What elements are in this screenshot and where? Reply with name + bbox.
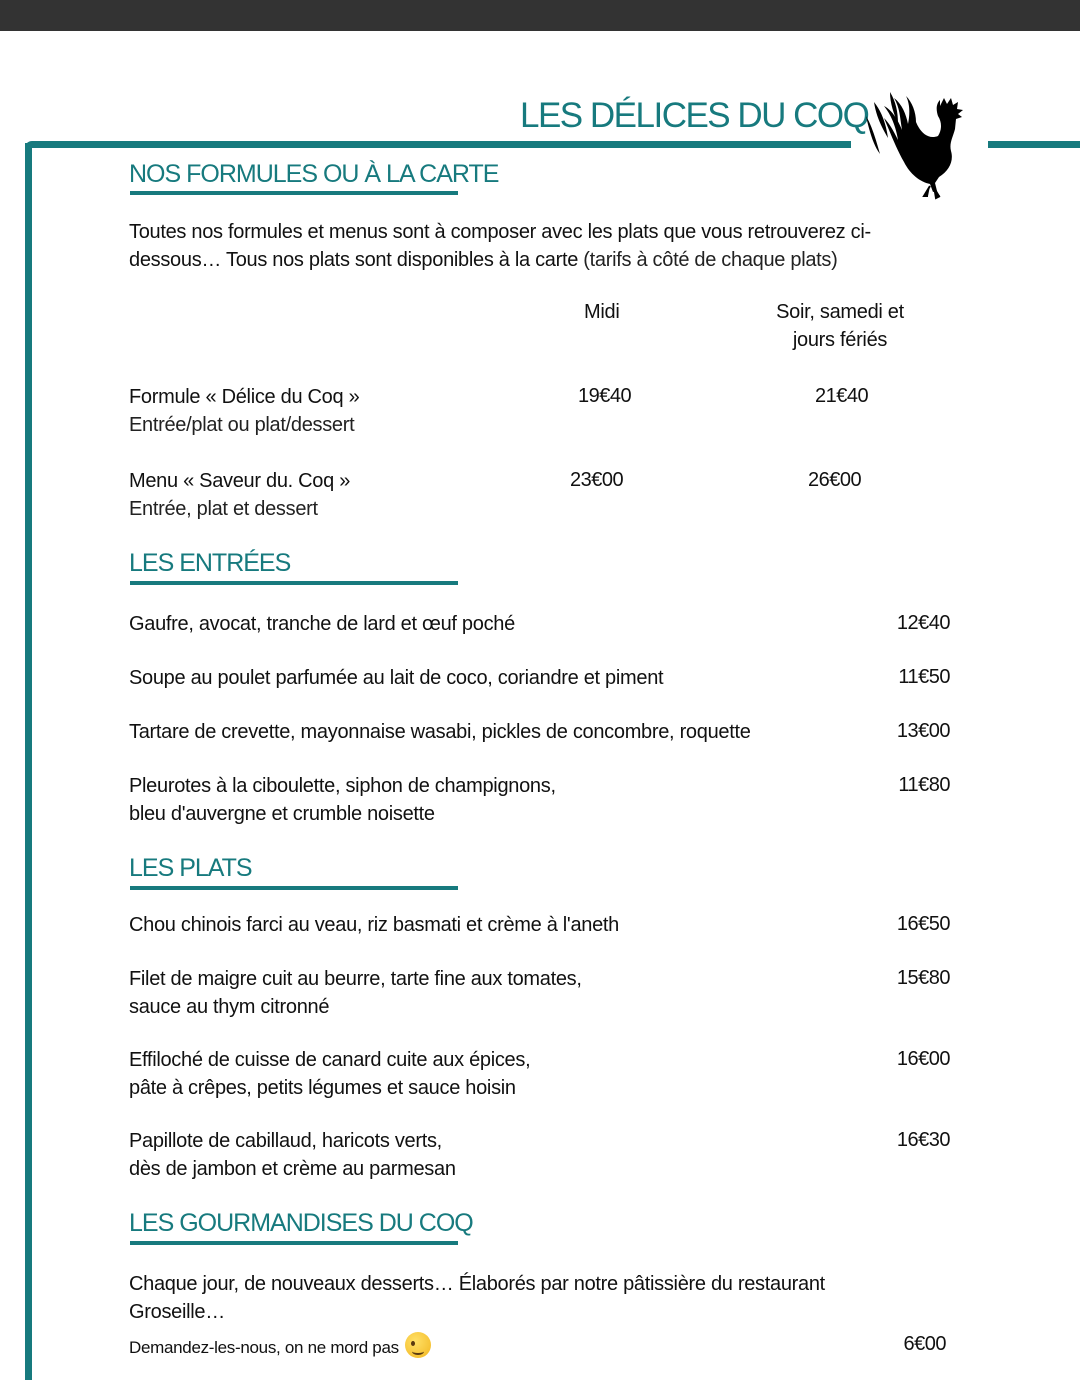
desserts-note bbox=[129, 1332, 431, 1362]
note-text: Demandez-les-nous, on ne mord pas bbox=[129, 1338, 399, 1357]
item-line: sauce au thym citronné bbox=[129, 996, 330, 1018]
column-header-soir bbox=[740, 298, 940, 354]
menu-item-price: 11€80 bbox=[898, 774, 950, 796]
menu-item: Gaufre, avocat, tranche de lard et œuf poché bbox=[129, 613, 515, 635]
formule-desc: Entrée/plat ou plat/dessert bbox=[129, 414, 355, 436]
item-line: Pleurotes à la ciboulette, siphon de champignons, bbox=[129, 775, 556, 797]
formule-item bbox=[129, 383, 359, 439]
section-heading-entrees: LES ENTRÉES bbox=[129, 549, 291, 577]
desc-line: Chaque jour, de nouveaux desserts… Élaborés par notre pâtissière du restaurant bbox=[129, 1273, 825, 1295]
formule-item bbox=[129, 467, 350, 523]
menu-item bbox=[129, 1046, 530, 1102]
heading-underline bbox=[130, 886, 458, 890]
winking-face-icon bbox=[405, 1332, 431, 1358]
intro-light: (tarifs à côté de chaque plats) bbox=[578, 249, 838, 271]
menu-item: Chou chinois farci au veau, riz basmati et crème à l'aneth bbox=[129, 914, 620, 936]
item-line: Papillote de cabillaud, haricots verts, bbox=[129, 1130, 442, 1152]
price-midi: 19€40 bbox=[578, 385, 632, 407]
menu-item bbox=[129, 965, 582, 1021]
item-line: Effiloché de cuisse de canard cuite aux épices, bbox=[129, 1049, 531, 1071]
heading-underline bbox=[130, 191, 458, 195]
formule-name: Formule « Délice du Coq » bbox=[129, 386, 360, 408]
menu-item-price: 16€00 bbox=[896, 1048, 950, 1070]
price-soir: 26€00 bbox=[808, 469, 862, 491]
menu-item-price: 11€50 bbox=[898, 666, 950, 688]
formules-intro bbox=[129, 218, 959, 274]
price-soir: 21€40 bbox=[815, 385, 869, 407]
formule-desc: Entrée, plat et dessert bbox=[129, 498, 318, 520]
heading-underline bbox=[130, 1241, 458, 1245]
menu-item-price: 16€50 bbox=[896, 913, 950, 935]
section-heading-formules: NOS FORMULES OU À LA CARTE bbox=[129, 160, 499, 188]
item-line: bleu d'auvergne et crumble noisette bbox=[129, 803, 435, 825]
menu-item bbox=[129, 1127, 456, 1183]
item-line: Filet de maigre cuit au beurre, tarte fine aux tomates, bbox=[129, 968, 582, 990]
menu-item-price: 15€80 bbox=[896, 967, 950, 989]
soir-line-2: jours fériés bbox=[792, 329, 888, 351]
item-line: pâte à crêpes, petits légumes et sauce hoisin bbox=[129, 1077, 516, 1099]
menu-item bbox=[129, 772, 556, 828]
desserts-description bbox=[129, 1270, 825, 1326]
soir-line-1: Soir, samedi et bbox=[776, 301, 904, 323]
formule-name: Menu « Saveur du. Coq » bbox=[129, 470, 351, 492]
item-line: dès de jambon et crème au parmesan bbox=[129, 1158, 456, 1180]
menu-item-price: 16€30 bbox=[896, 1129, 950, 1151]
dessert-price: 6€00 bbox=[903, 1333, 946, 1355]
menu-item: Soupe au poulet parfumée au lait de coco, coriandre et piment bbox=[129, 667, 664, 689]
intro-bold: Toutes nos formules et menus sont à composer avec les plats que vous retrouverez ci-dessous… Tous nos plats sont disponibles à la carte bbox=[129, 221, 871, 271]
menu-item: Tartare de crevette, mayonnaise wasabi, pickles de concombre, roquette bbox=[129, 721, 751, 743]
frame-border-right bbox=[988, 141, 1080, 148]
frame-border-top bbox=[25, 141, 851, 148]
menu-item-price: 13€00 bbox=[896, 720, 950, 742]
desc-line: Groseille… bbox=[129, 1301, 225, 1323]
section-heading-plats: LES PLATS bbox=[129, 854, 252, 882]
menu-item-price: 12€40 bbox=[896, 612, 950, 634]
menu-title: LES DÉLICES DU COQ bbox=[520, 96, 869, 135]
heading-underline bbox=[130, 581, 458, 585]
section-heading-desserts: LES GOURMANDISES DU COQ bbox=[129, 1209, 473, 1237]
price-midi: 23€00 bbox=[570, 469, 624, 491]
top-bar bbox=[0, 0, 1080, 31]
frame-border-left bbox=[25, 143, 32, 1380]
rooster-icon bbox=[860, 86, 972, 202]
column-header-midi: Midi bbox=[584, 301, 620, 323]
